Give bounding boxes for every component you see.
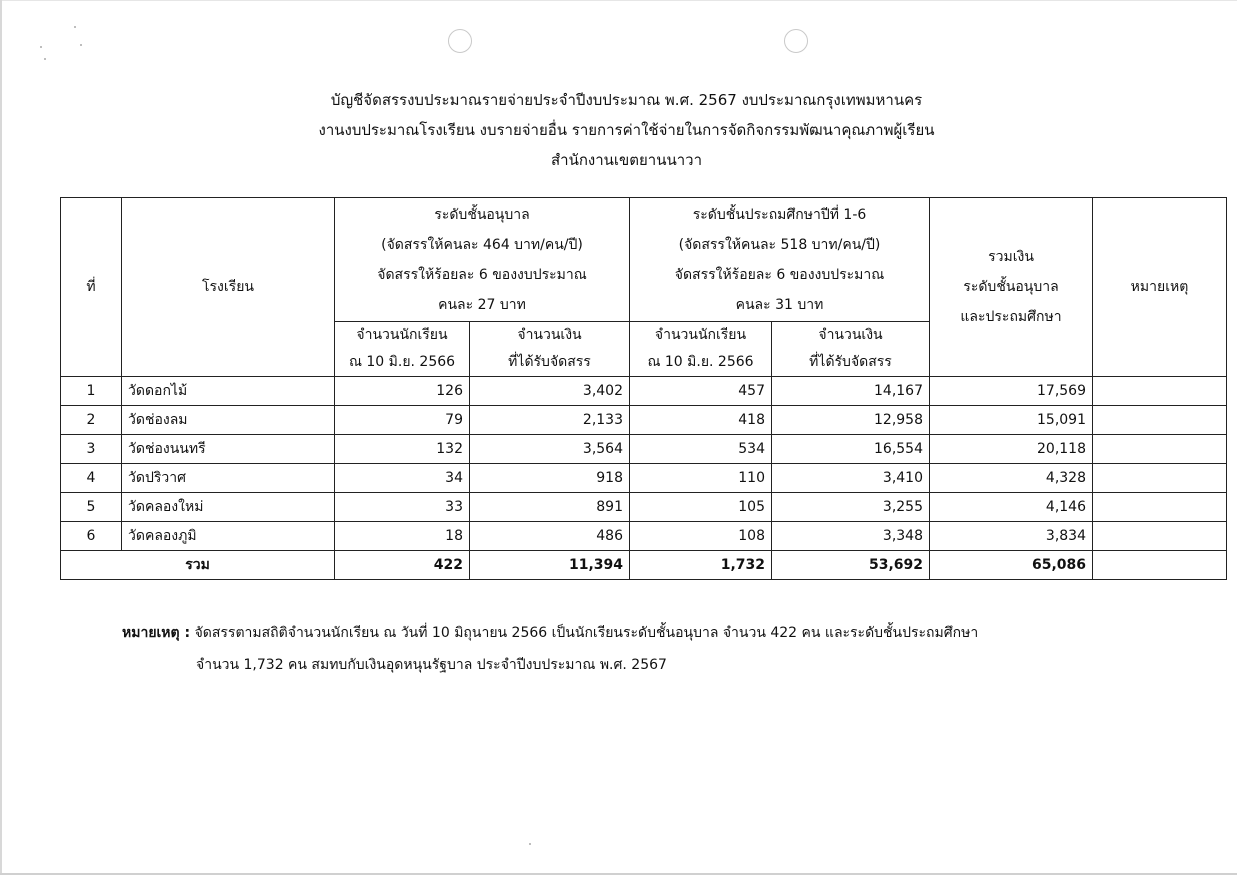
document-title-line-1: บัญชีจัดสรรงบประมาณรายจ่ายประจำปีงบประมาณ พ.ศ. 2567 งบประมาณกรุงเทพมหานคร (330, 91, 923, 109)
row-school: วัดช่องลม (122, 406, 335, 435)
total-kinder-amount: 11,394 (470, 551, 630, 580)
row-no: 2 (61, 406, 122, 435)
primary-header-line-1: ระดับชั้นประถมศึกษาปีที่ 1-6 (692, 206, 867, 223)
row-kinder-amount: 3,402 (470, 377, 630, 406)
table-header-row (61, 198, 1227, 322)
total-row (61, 551, 1227, 580)
kinder-header-line-1: ระดับชั้นอนุบาล (434, 206, 530, 223)
note-line-2: จำนวน 1,732 คน สมทบกับเงินอุดหนุนรัฐบาล ประจำปีงบประมาณ พ.ศ. 2567 (196, 657, 667, 673)
row-remark (1093, 493, 1227, 522)
row-no: 3 (61, 435, 122, 464)
row-kinder-students: 132 (335, 435, 470, 464)
primary-header-line-3: จัดสรรให้ร้อยละ 6 ของงบประมาณ (674, 266, 885, 283)
total-primary-students: 1,732 (630, 551, 772, 580)
header-total (930, 198, 1093, 377)
row-kinder-students: 79 (335, 406, 470, 435)
punch-hole-left (448, 29, 472, 53)
row-primary-students: 110 (630, 464, 772, 493)
row-total: 4,146 (930, 493, 1093, 522)
total-header-line-3: และประถมศึกษา (960, 309, 1062, 325)
row-no: 1 (61, 377, 122, 406)
header-primary-group (630, 198, 930, 322)
table-row (61, 406, 1227, 435)
row-kinder-amount: 891 (470, 493, 630, 522)
document-title-line-3: สำนักงานเขตยานนาวา (550, 151, 703, 169)
primary-students-header (630, 322, 772, 377)
row-primary-amount: 3,255 (772, 493, 930, 522)
row-school: วัดคลองภูมิ (122, 522, 335, 551)
row-remark (1093, 464, 1227, 493)
row-school: วัดดอกไม้ (122, 377, 335, 406)
row-kinder-students: 18 (335, 522, 470, 551)
kinder-header-line-3: จัดสรรให้ร้อยละ 6 ของงบประมาณ (377, 266, 587, 283)
scan-speck (40, 46, 42, 48)
row-kinder-amount: 3,564 (470, 435, 630, 464)
sub-amount-line-2: ที่ได้รับจัดสรร (508, 354, 591, 370)
punch-hole-right (784, 29, 808, 53)
scan-speck (74, 26, 76, 28)
note-line-1 (122, 622, 978, 644)
row-school: วัดปริวาศ (122, 464, 335, 493)
header-remark: หมายเหตุ (1093, 198, 1227, 377)
header-kindergarten-group (335, 198, 630, 322)
total-primary-amount: 53,692 (772, 551, 930, 580)
row-no: 6 (61, 522, 122, 551)
kinder-header-line-2: (จัดสรรให้คนละ 464 บาท/คน/ปี) (381, 236, 583, 253)
scan-speck (80, 44, 82, 46)
row-total: 17,569 (930, 377, 1093, 406)
row-primary-amount: 3,410 (772, 464, 930, 493)
sub-students-line-2: ณ 10 มิ.ย. 2566 (647, 354, 754, 370)
table-row (61, 435, 1227, 464)
row-total: 3,834 (930, 522, 1093, 551)
row-primary-students: 418 (630, 406, 772, 435)
table-row (61, 464, 1227, 493)
row-kinder-students: 34 (335, 464, 470, 493)
note-text-1: จัดสรรตามสถิติจำนวนนักเรียน ณ วันที่ 10 มิถุนายน 2566 เป็นนักเรียนระดับชั้นอนุบาล จำนวน 422 คน และระดับชั้นประถมศึกษา (194, 625, 979, 641)
table-row (61, 377, 1227, 406)
kinder-header-line-4: คนละ 27 บาท (438, 296, 526, 313)
row-total: 4,328 (930, 464, 1093, 493)
row-school: วัดคลองใหม่ (122, 493, 335, 522)
sub-students-line-1: จำนวนนักเรียน (654, 327, 747, 343)
sub-amount-line-1: จำนวนเงิน (818, 327, 883, 343)
row-total: 20,118 (930, 435, 1093, 464)
kinder-amount-header (470, 322, 630, 377)
sub-amount-line-1: จำนวนเงิน (517, 327, 582, 343)
kinder-students-header (335, 322, 470, 377)
row-kinder-amount: 2,133 (470, 406, 630, 435)
row-primary-amount: 3,348 (772, 522, 930, 551)
sub-amount-line-2: ที่ได้รับจัดสรร (809, 354, 892, 370)
row-kinder-amount: 918 (470, 464, 630, 493)
sub-students-line-1: จำนวนนักเรียน (356, 327, 448, 343)
row-kinder-students: 33 (335, 493, 470, 522)
row-no: 4 (61, 464, 122, 493)
row-remark (1093, 522, 1227, 551)
table-row (61, 493, 1227, 522)
row-primary-amount: 12,958 (772, 406, 930, 435)
row-remark (1093, 377, 1227, 406)
scan-speck (44, 58, 46, 60)
header-school: โรงเรียน (122, 198, 335, 377)
total-header-line-2: ระดับชั้นอนุบาล (963, 279, 1059, 295)
document-title-line-2: งานงบประมาณโรงเรียน งบรายจ่ายอื่น รายการค่าใช้จ่ายในการจัดกิจกรรมพัฒนาคุณภาพผู้เรียน (318, 121, 935, 139)
row-school: วัดช่องนนทรี (122, 435, 335, 464)
row-kinder-amount: 486 (470, 522, 630, 551)
row-primary-amount: 14,167 (772, 377, 930, 406)
page-left-edge (0, 0, 2, 875)
row-primary-amount: 16,554 (772, 435, 930, 464)
row-remark (1093, 435, 1227, 464)
row-total: 15,091 (930, 406, 1093, 435)
row-primary-students: 108 (630, 522, 772, 551)
total-remark (1093, 551, 1227, 580)
total-header-line-1: รวมเงิน (988, 249, 1034, 265)
primary-header-line-2: (จัดสรรให้คนละ 518 บาท/คน/ปี) (678, 236, 881, 253)
scan-speck (529, 843, 531, 845)
total-label: รวม (61, 551, 335, 580)
budget-allocation-table (60, 197, 1227, 580)
row-no: 5 (61, 493, 122, 522)
row-primary-students: 457 (630, 377, 772, 406)
page-top-edge (0, 0, 1237, 1)
total-grand: 65,086 (930, 551, 1093, 580)
row-primary-students: 534 (630, 435, 772, 464)
primary-header-line-4: คนละ 31 บาท (735, 296, 824, 313)
sub-students-line-2: ณ 10 มิ.ย. 2566 (348, 354, 456, 370)
row-primary-students: 105 (630, 493, 772, 522)
primary-amount-header (772, 322, 930, 377)
row-remark (1093, 406, 1227, 435)
table-row (61, 522, 1227, 551)
total-kinder-students: 422 (335, 551, 470, 580)
row-kinder-students: 126 (335, 377, 470, 406)
header-no: ที่ (61, 198, 122, 377)
note-label: หมายเหตุ : (122, 625, 191, 641)
